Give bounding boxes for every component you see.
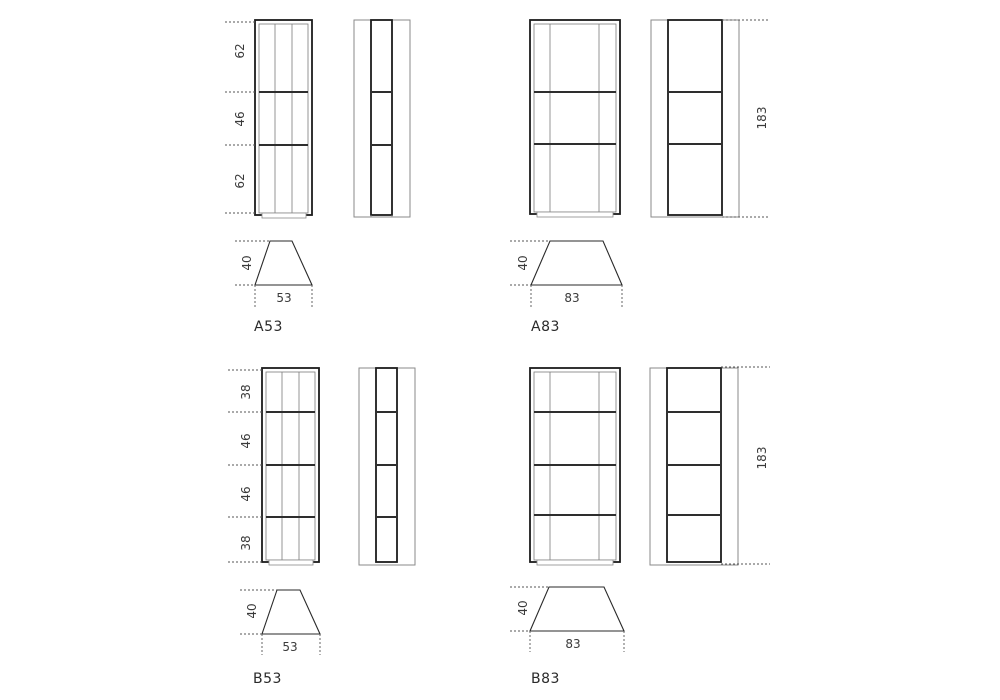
a53-dim-top: 62 — [233, 43, 247, 59]
b83-front-view — [530, 368, 620, 565]
a53-label: A53 — [254, 319, 283, 335]
a53-depth: 40 — [240, 255, 254, 271]
a53-plan-view — [235, 241, 312, 307]
b53-width: 53 — [282, 640, 298, 654]
a53-width: 53 — [276, 291, 292, 305]
b53-side-view — [359, 368, 415, 565]
b53-dim-3: 46 — [239, 486, 253, 502]
a53-side-view — [354, 20, 410, 217]
b83-depth: 40 — [516, 600, 530, 616]
b83-side-view — [650, 367, 770, 565]
model-b83 — [510, 367, 770, 687]
a53-front-view — [225, 20, 312, 218]
b53-depth: 40 — [245, 603, 259, 619]
a83-width: 83 — [564, 291, 580, 305]
b53-dim-1: 38 — [239, 384, 253, 400]
b53-dim-4: 38 — [239, 535, 253, 551]
a53-dim-bottom: 62 — [233, 173, 247, 189]
a83-depth: 40 — [516, 255, 530, 271]
model-a53 — [225, 20, 410, 335]
a83-label: A83 — [531, 319, 560, 335]
b83-width: 83 — [565, 637, 581, 651]
b83-plan-view — [510, 587, 624, 652]
b53-label: B53 — [253, 671, 282, 687]
a83-total-height: 183 — [755, 106, 769, 130]
a83-side-view — [651, 20, 770, 217]
b83-total-height: 183 — [755, 446, 769, 470]
model-a83 — [510, 20, 770, 335]
b53-plan-view — [240, 590, 320, 655]
b53-front-view — [228, 368, 319, 565]
b83-label: B83 — [531, 671, 560, 687]
a83-plan-view — [510, 241, 622, 307]
a83-front-view — [530, 20, 620, 217]
b53-dim-2: 46 — [239, 433, 253, 449]
model-b53 — [228, 368, 415, 687]
a53-dim-middle: 46 — [233, 111, 247, 127]
